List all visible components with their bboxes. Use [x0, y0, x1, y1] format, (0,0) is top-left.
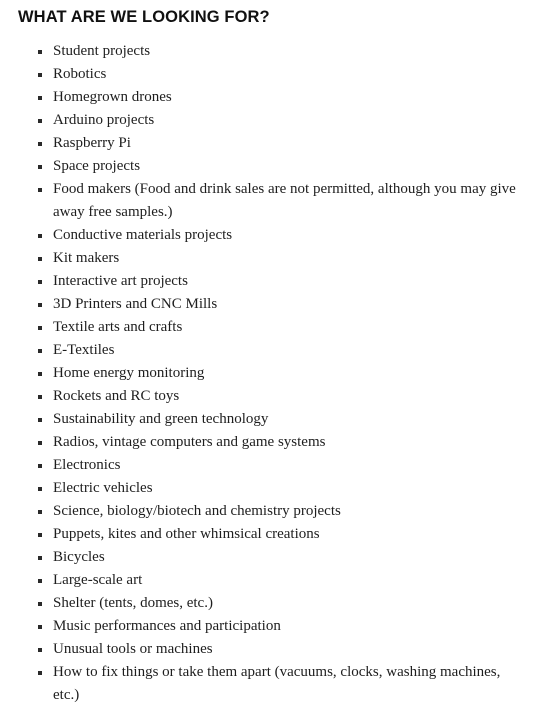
list-item-text: Textile arts and crafts	[53, 319, 183, 335]
list-item-text: Large-scale art	[53, 572, 143, 588]
list-item-text: Kit makers	[53, 250, 120, 266]
square-bullet-icon	[38, 648, 42, 652]
square-bullet-icon	[38, 73, 42, 77]
square-bullet-icon	[38, 349, 42, 353]
list-item-text: Interactive art projects	[53, 273, 188, 289]
square-bullet-icon	[38, 441, 42, 445]
square-bullet-icon	[38, 395, 42, 399]
list-item	[18, 477, 528, 500]
list-item-text: E-Textiles	[53, 342, 115, 358]
list-item	[18, 500, 528, 523]
list-item-text: Food makers (Food and drink sales are not permitted, although you may give away free samples.)	[53, 181, 516, 220]
square-bullet-icon	[38, 671, 42, 675]
list-item	[18, 339, 528, 362]
list-item-text: Bicycles	[53, 549, 105, 565]
list-item-text: Robotics	[53, 66, 107, 82]
square-bullet-icon	[38, 602, 42, 606]
list-item	[18, 592, 528, 615]
list-item-text: Sustainability and green technology	[53, 411, 269, 427]
list-item-text: Shelter (tents, domes, etc.)	[53, 595, 213, 611]
list-item-text: Electric vehicles	[53, 480, 153, 496]
list-item	[18, 247, 528, 270]
list-item-text: Home energy monitoring	[53, 365, 205, 381]
list-item	[18, 638, 528, 661]
list-item	[18, 40, 528, 63]
list-item	[18, 546, 528, 569]
square-bullet-icon	[38, 234, 42, 238]
square-bullet-icon	[38, 142, 42, 146]
list-item	[18, 155, 528, 178]
section-heading: WHAT ARE WE LOOKING FOR?	[18, 8, 270, 26]
square-bullet-icon	[38, 487, 42, 491]
list-item	[18, 362, 528, 385]
square-bullet-icon	[38, 280, 42, 284]
square-bullet-icon	[38, 188, 42, 192]
list-item	[18, 523, 528, 546]
list-item	[18, 615, 528, 638]
list-item-text: How to fix things or take them apart (vacuums, clocks, washing machines, etc.)	[53, 664, 501, 703]
square-bullet-icon	[38, 257, 42, 261]
list-item-text: Music performances and participation	[53, 618, 281, 634]
list-item-text: Raspberry Pi	[53, 135, 131, 151]
square-bullet-icon	[38, 326, 42, 330]
list-item	[18, 132, 528, 155]
list-item-text: Homegrown drones	[53, 89, 172, 105]
list-item	[18, 86, 528, 109]
list-item-text: Conductive materials projects	[53, 227, 233, 243]
square-bullet-icon	[38, 165, 42, 169]
list-item-text: Student projects	[53, 43, 151, 59]
list-item-text: Radios, vintage computers and game systems	[53, 434, 326, 450]
list-item-text: Space projects	[53, 158, 141, 174]
list-item	[18, 408, 528, 431]
list-item	[18, 385, 528, 408]
list-item	[18, 431, 528, 454]
list-item	[18, 569, 528, 592]
square-bullet-icon	[38, 372, 42, 376]
list-item	[18, 293, 528, 316]
list-item	[18, 178, 528, 224]
square-bullet-icon	[38, 303, 42, 307]
square-bullet-icon	[38, 533, 42, 537]
square-bullet-icon	[38, 96, 42, 100]
square-bullet-icon	[38, 556, 42, 560]
list-item-text: Rockets and RC toys	[53, 388, 180, 404]
square-bullet-icon	[38, 119, 42, 123]
list-item-text: Puppets, kites and other whimsical creations	[53, 526, 320, 542]
list-item-text: Arduino projects	[53, 112, 155, 128]
list-item	[18, 270, 528, 293]
square-bullet-icon	[38, 579, 42, 583]
content-section	[18, 0, 528, 707]
square-bullet-icon	[38, 625, 42, 629]
items-list	[18, 40, 528, 707]
list-item-text: Unusual tools or machines	[53, 641, 213, 657]
list-item-text: Science, biology/biotech and chemistry projects	[53, 503, 341, 519]
list-item-text: Electronics	[53, 457, 121, 473]
square-bullet-icon	[38, 418, 42, 422]
list-item-text: 3D Printers and CNC Mills	[53, 296, 218, 312]
list-item	[18, 661, 528, 707]
square-bullet-icon	[38, 510, 42, 514]
square-bullet-icon	[38, 50, 42, 54]
list-item	[18, 316, 528, 339]
list-item	[18, 224, 528, 247]
square-bullet-icon	[38, 464, 42, 468]
list-item	[18, 454, 528, 477]
list-item	[18, 63, 528, 86]
list-item	[18, 109, 528, 132]
